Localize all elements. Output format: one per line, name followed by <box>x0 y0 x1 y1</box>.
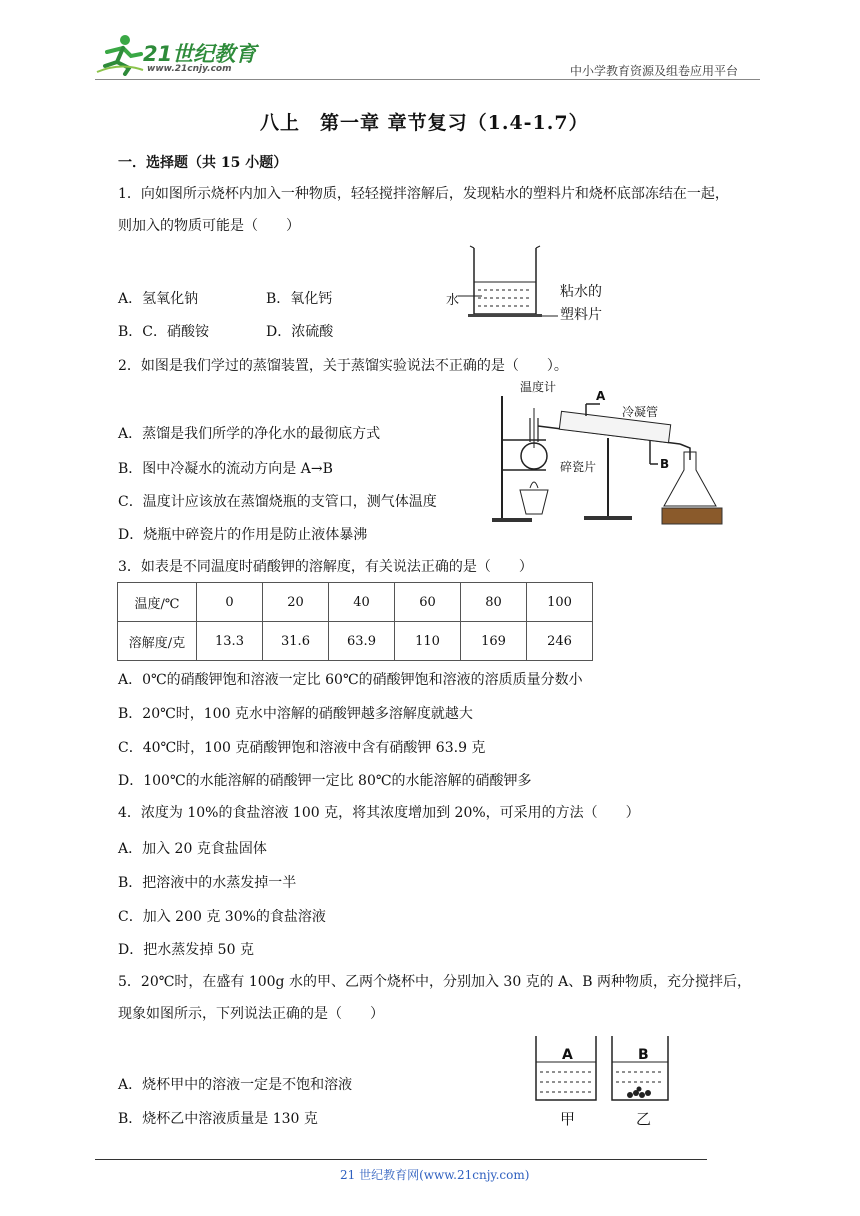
q1-option-d: D．浓硫酸 <box>266 324 334 340</box>
footer-divider <box>95 1159 707 1160</box>
header-platform-text: 中小学教育资源及组卷应用平台 <box>570 64 739 78</box>
q4-stem: 4．浓度为 10%的食盐溶液 100 克，将其浓度增加到 20%，可采用的方法（ ） <box>118 805 640 821</box>
q1-option-c: B．C．硝酸铵 <box>118 324 209 340</box>
table-cell: 80 <box>461 583 527 622</box>
q5-stem-line2: 现象如图所示，下列说法正确的是（ ） <box>118 1006 384 1022</box>
table-cell: 0 <box>197 583 263 622</box>
footer-link[interactable]: 21 世纪教育网(www.21cnjy.com) <box>340 1168 530 1182</box>
table-cell: 110 <box>395 622 461 661</box>
q3-solubility-table <box>117 582 593 661</box>
q2-fig-a-label: A <box>596 389 606 403</box>
q5-fig-a-label: A <box>562 1047 573 1063</box>
q5-fig-b-label: B <box>638 1047 649 1063</box>
q2-distillation-figure <box>490 378 730 528</box>
table-row <box>118 622 593 661</box>
table-row <box>118 583 593 622</box>
table-cell: 溶解度/克 <box>118 622 197 661</box>
table-cell: 31.6 <box>263 622 329 661</box>
q2-stem: 2．如图是我们学过的蒸馏装置，关于蒸馏实验说法不正确的是（ ）。 <box>118 358 568 374</box>
q5-option-b: B．烧杯乙中溶液质量是 130 克 <box>118 1111 318 1127</box>
q2-option-b: B．图中冷凝水的流动方向是 A→B <box>118 461 333 477</box>
q4-option-a: A．加入 20 克食盐固体 <box>118 841 267 857</box>
q3-option-d: D．100℃的水能溶解的硝酸钾一定比 80℃的水能溶解的硝酸钾多 <box>118 773 532 789</box>
table-cell: 169 <box>461 622 527 661</box>
table-cell: 100 <box>527 583 593 622</box>
q1-option-b: B．氧化钙 <box>266 291 333 307</box>
q5-fig-yi-label: 乙 <box>636 1110 652 1128</box>
q1-option-a: A．氢氧化钠 <box>118 291 199 307</box>
header-logo <box>95 32 260 76</box>
logo-main-text: 21世纪教育 <box>143 42 257 66</box>
q3-stem: 3．如表是不同温度时硝酸钾的溶解度，有关说法正确的是（ ） <box>118 559 533 575</box>
logo-sub-text: www.21cnjy.com <box>147 64 232 74</box>
q3-option-b: B．20℃时，100 克水中溶解的硝酸钾越多溶解度就越大 <box>118 706 473 722</box>
q3-option-c: C．40℃时，100 克硝酸钾饱和溶液中含有硝酸钾 63.9 克 <box>118 740 486 756</box>
q2-fig-condenser-label: 冷凝管 <box>622 405 659 419</box>
q5-option-a: A．烧杯甲中的溶液一定是不饱和溶液 <box>118 1077 353 1093</box>
q1-fig-water-label: 水 <box>446 293 460 308</box>
table-cell: 40 <box>329 583 395 622</box>
header-divider <box>95 79 760 80</box>
q4-option-d: D．把水蒸发掉 50 克 <box>118 942 254 958</box>
runner-logo-icon <box>95 32 145 76</box>
table-cell: 60 <box>395 583 461 622</box>
q1-stem-line1: 1．向如图所示烧杯内加入一种物质，轻轻搅拌溶解后，发现粘水的塑料片和烧杯底部冻结在一起， <box>118 186 729 202</box>
q2-option-a: A．蒸馏是我们所学的净化水的最彻底方式 <box>118 426 381 442</box>
q2-fig-b-label: B <box>660 457 670 471</box>
q2-fig-thermometer-label: 温度计 <box>520 380 557 394</box>
table-cell: 13.3 <box>197 622 263 661</box>
table-cell: 246 <box>527 622 593 661</box>
q5-stem-line1: 5．20℃时，在盛有 100g 水的甲、乙两个烧杯中，分别加入 30 克的 A、B 两种物质，充分搅拌后， <box>118 974 751 990</box>
q5-fig-jia-label: 甲 <box>560 1110 576 1128</box>
q1-stem-line2: 则加入的物质可能是（ ） <box>118 218 300 234</box>
q1-fig-plastic-label-1: 粘水的 <box>560 284 602 300</box>
page-title: 八上 第一章 章节复习（1.4-1.7） <box>260 112 589 134</box>
q1-fig-plastic-label-2: 塑料片 <box>560 307 602 323</box>
q2-fig-chips-label: 碎瓷片 <box>560 460 597 474</box>
q5-beakers-figure <box>530 1032 670 1104</box>
table-cell: 20 <box>263 583 329 622</box>
table-cell: 温度/℃ <box>118 583 197 622</box>
table-cell: 63.9 <box>329 622 395 661</box>
q4-option-c: C．加入 200 克 30%的食盐溶液 <box>118 909 326 925</box>
q2-option-d: D．烧瓶中碎瓷片的作用是防止液体暴沸 <box>118 527 368 543</box>
q4-option-b: B．把溶液中的水蒸发掉一半 <box>118 875 297 891</box>
section-heading: 一．选择题（共 15 小题） <box>118 155 288 171</box>
q2-option-c: C．温度计应该放在蒸馏烧瓶的支管口，测气体温度 <box>118 494 437 510</box>
q3-option-a: A．0℃的硝酸钾饱和溶液一定比 60℃的硝酸钾饱和溶液的溶质质量分数小 <box>118 672 583 688</box>
